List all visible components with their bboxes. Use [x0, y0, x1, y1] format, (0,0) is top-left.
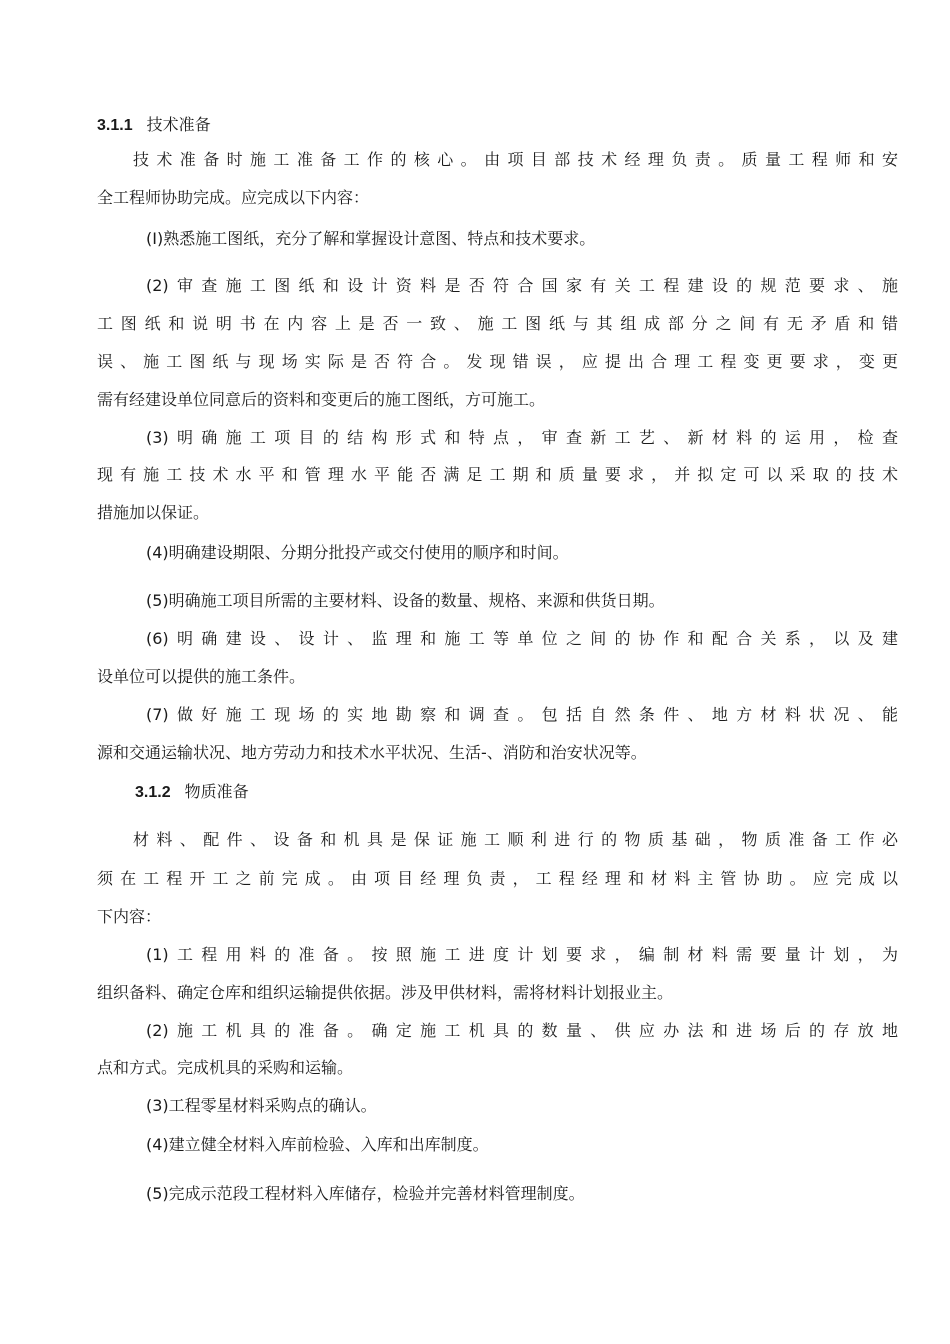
list-item-line: (6)明确建设、设计、监理和施工等单位之间的协作和配合关系，以及建: [146, 629, 898, 648]
paragraph-line: 下内容：: [97, 907, 162, 926]
list-item-line: 设单位可以提供的施工条件。: [97, 667, 306, 686]
section-number: 3.1.1: [97, 117, 133, 134]
section-title: 物质准备: [184, 782, 249, 801]
list-item-line: 组织备料、确定仓库和组织运输提供依据。涉及甲供材料，需将材料计划报业主。: [97, 983, 674, 1002]
list-item-line: 点和方式。完成机具的采购和运输。: [97, 1058, 354, 1077]
section-heading-3-1-1: [97, 115, 211, 136]
list-item-line: 源和交通运输状况、地方劳动力和技术水平状况、生活-、消防和治安状况等。: [97, 743, 647, 762]
list-item-line: 措施加以保证。: [97, 503, 210, 522]
list-item-line: (2)施工机具的准备。确定施工机具的数量、供应办法和进场后的存放地: [146, 1021, 898, 1040]
list-item-line: (4)明确建设期限、分期分批投产或交付使用的顺序和时间。: [146, 543, 569, 562]
paragraph-line: 须在工程开工之前完成。由项目经理负责，工程经理和材料主管协助。应完成以: [97, 869, 898, 888]
paragraph-line: 全工程师协助完成。应完成以下内容：: [97, 188, 370, 207]
list-item-line: 需有经建设单位同意后的资料和变更后的施工图纸，方可施工。: [97, 390, 546, 409]
list-item-line: (5)明确施工项目所需的主要材料、设备的数量、规格、来源和供货日期。: [146, 591, 665, 610]
paragraph-line: 材料、配件、设备和机具是保证施工顺利进行的物质基础，物质准备工作必: [133, 830, 898, 849]
section-heading-3-1-2: [135, 782, 249, 803]
list-item-line: 现有施工技术水平和管理水平能否满足工期和质量要求，并拟定可以采取的技术: [97, 465, 898, 484]
list-item-line: (3)明确施工项目的结构形式和特点，审查新工艺、新材料的运用，检查: [146, 428, 898, 447]
list-item-line: (4)建立健全材料入库前检验、入库和出库制度。: [146, 1135, 489, 1154]
paragraph-line: 技术准备时施工准备工作的核心。由项目部技术经理负责。质量工程师和安: [133, 150, 898, 169]
section-title: 技术准备: [146, 115, 211, 134]
section-number: 3.1.2: [135, 784, 171, 801]
list-item-line: (2)审查施工图纸和设计资料是否符合国家有关工程建设的规范要求、施: [146, 276, 898, 295]
list-item-line: 误、施工图纸与现场实际是否符合。发现错误，应提出合理工程变更要求，变更: [97, 352, 898, 371]
list-item-line: (7)做好施工现场的实地勘察和调查。包括自然条件、地方材料状况、能: [146, 705, 898, 724]
list-item-line: 工图纸和说明书在内容上是否一致、施工图纸与其组成部分之间有无矛盾和错: [97, 314, 898, 333]
list-item-line: (1)工程用料的准备。按照施工进度计划要求，编制材料需要量计划，为: [146, 945, 898, 964]
list-item-line: (I)熟悉施工图纸，充分了解和掌握设计意图、特点和技术要求。: [146, 229, 596, 248]
list-item-line: (3)工程零星材料采购点的确认。: [146, 1096, 377, 1115]
list-item-line: (5)完成示范段工程材料入库储存，检验并完善材料管理制度。: [146, 1184, 585, 1203]
